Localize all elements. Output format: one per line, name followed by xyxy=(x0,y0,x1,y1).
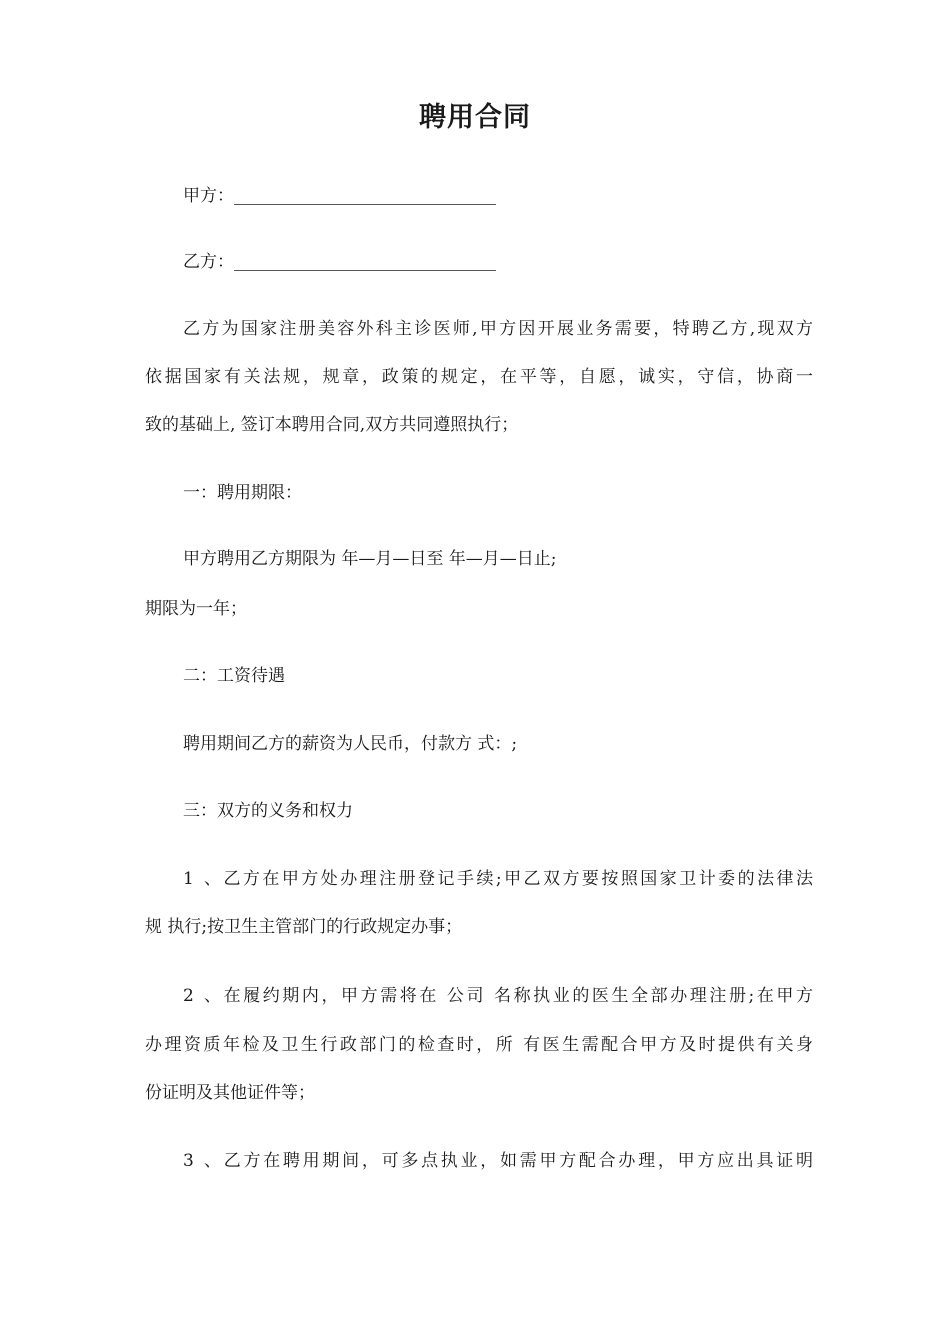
section2-heading: 二：工资待遇 xyxy=(183,666,285,686)
section1-line-1: 甲方聘用乙方期限为 年—月—日至 年—月—日止; xyxy=(183,549,557,569)
intro-line-1: 乙方为国家注册美容外科主诊医师,甲方因开展业务需要，特聘乙方,现双方 xyxy=(183,319,813,339)
clause-1-number: 1、 xyxy=(183,869,221,889)
party-b-blank-line xyxy=(234,252,496,271)
clause-2-text: 在履约期内，甲方需将在 公司 名称执业的医生全部办理注册;在甲方 xyxy=(221,986,813,1006)
clause-3-text: 乙方在聘用期间，可多点执业，如需甲方配合办理，甲方应出具证明 xyxy=(221,1151,813,1171)
section2-line-1: 聘用期间乙方的薪资为人民币，付款方 式：; xyxy=(183,734,518,754)
party-b-label: 乙方： xyxy=(183,252,234,272)
party-a-field xyxy=(183,183,813,209)
clause-2-number: 2、 xyxy=(183,986,221,1006)
clause-1-line-2: 规 执行;按卫生主管部门的行政规定办事； xyxy=(145,917,463,937)
clause-2-line-2: 办理资质年检及卫生行政部门的检查时，所 有医生需配合甲方及时提供有关身 xyxy=(145,1035,813,1055)
party-a-blank-line xyxy=(234,186,496,205)
clause-1-text: 乙方在甲方处办理注册登记手续;甲乙双方要按照国家卫计委的法律法 xyxy=(221,869,813,889)
clause-2-line-3: 份证明及其他证件等； xyxy=(145,1083,315,1103)
clause-3-first-line xyxy=(183,1148,813,1174)
page-title: 聘用合同 xyxy=(419,102,531,133)
intro-line-2: 依据国家有关法规，规章，政策的规定，在平等，自愿，诚实，守信，协商一 xyxy=(145,367,813,387)
section3-heading: 三：双方的义务和权力 xyxy=(183,801,353,821)
section1-heading: 一：聘用期限： xyxy=(183,483,302,503)
intro-line-3: 致的基础上, 签订本聘用合同,双方共同遵照执行； xyxy=(145,415,519,435)
clause-1-first-line xyxy=(183,866,813,892)
section1-line-2: 期限为一年； xyxy=(145,599,247,619)
clause-2-first-line xyxy=(183,983,813,1009)
party-b-field xyxy=(183,249,813,275)
clause-3-number: 3、 xyxy=(183,1151,221,1171)
party-a-label: 甲方： xyxy=(183,186,234,206)
